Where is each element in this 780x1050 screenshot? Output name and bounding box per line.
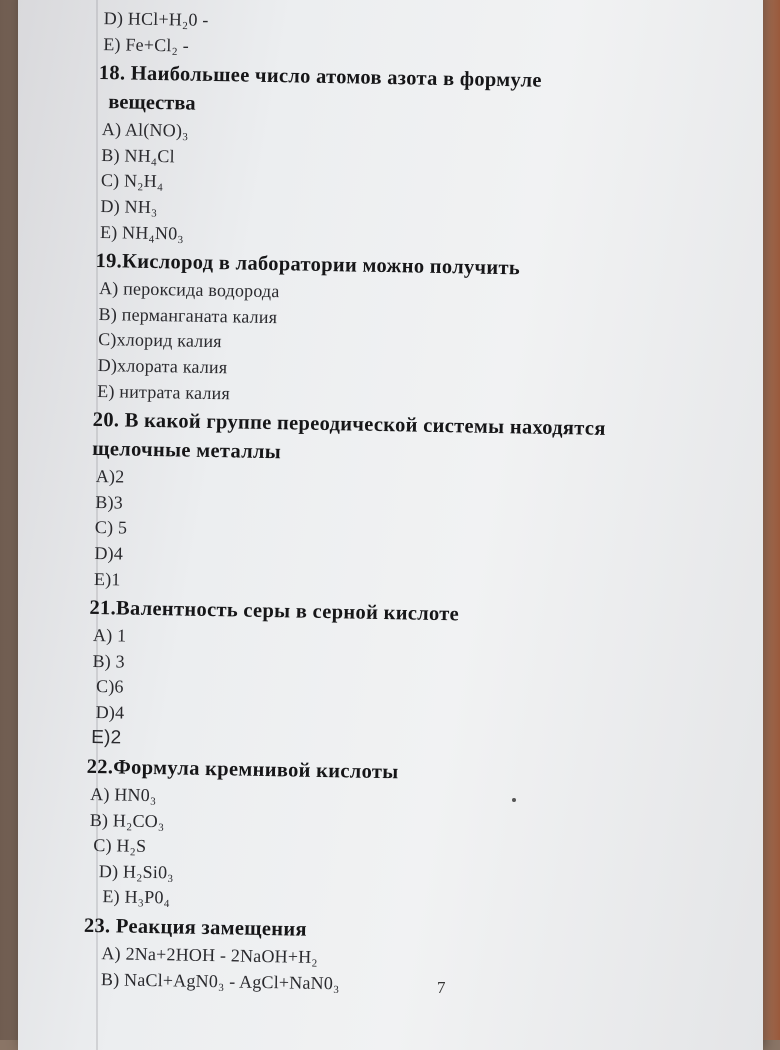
- question-18-option-c: C) N₂H₄: [100, 170, 164, 192]
- page-number: 7: [437, 978, 446, 997]
- question-19-title: 19.Кислород в лаборатории можно получить: [95, 250, 521, 280]
- question-20-option-c: C) 5: [94, 517, 128, 538]
- question-22-title: 22.Формула кремнивой кислоты: [86, 755, 399, 784]
- question-23-option-a: A) 2Na+2HOH - 2NaOH+H₂: [101, 943, 319, 967]
- question-21-title: 21.Валентность серы в серной кислоте: [89, 597, 460, 626]
- question-19-option-e: E) нитрата калия: [97, 380, 231, 403]
- question-18-title: 18. Наибольшее число атомов азота в формуле: [98, 62, 542, 92]
- question-19-option-b: B) перманганата калия: [98, 303, 278, 327]
- question-21-option-e: E)2: [91, 727, 122, 749]
- question-21-option-b: B) 3: [92, 650, 126, 672]
- question-23-title: 23. Реакция замещения: [83, 914, 308, 941]
- question-18-title-cont: вещества: [108, 91, 196, 115]
- question-22-option-c: C) H₂S: [93, 835, 147, 857]
- question-20-option-b: B)3: [95, 491, 124, 513]
- question-19-option-a: A) пероксида водорода: [98, 278, 280, 302]
- question-18-option-e: E) NH₄N0₃: [99, 221, 185, 244]
- question-21-option-a: A) 1: [92, 625, 127, 646]
- question-20-title-cont: щелочные металлы: [92, 438, 282, 464]
- question-18-option-a: A) Al(NO)₃: [101, 119, 189, 141]
- question-list: [83, 6, 720, 1003]
- option-prev-e: E) Fe+Cl₂ -: [103, 33, 190, 56]
- question-23-option-b: B) NaCl+AgN0₃ - AgCl+NaN0₃: [100, 968, 340, 993]
- option-prev-d: D) HCl+H₂0 -: [103, 8, 209, 30]
- question-20-title: 20. В какой группе переодической системы находятся: [92, 409, 606, 441]
- question-19-option-d: D)хлората калия: [97, 354, 228, 378]
- question-22-option-e: E) H₃P0₄: [102, 886, 171, 908]
- question-19-option-c: C)хлорид калия: [98, 329, 222, 352]
- question-20-option-a: A)2: [95, 466, 125, 487]
- question-18-option-d: D) NH₃: [100, 196, 158, 218]
- question-22-option-a: A) HN0₃: [90, 784, 157, 806]
- question-21-option-d: D)4: [95, 701, 125, 723]
- question-21-option-c: C)6: [95, 676, 124, 697]
- ink-dot: [512, 798, 516, 802]
- question-18-option-b: B) NH₄Cl: [101, 144, 175, 167]
- question-20-option-d: D)4: [94, 542, 124, 564]
- question-20-option-e: E)1: [93, 568, 121, 589]
- question-22-option-d: D) H₂Si0₃: [98, 860, 174, 883]
- question-22-option-b: B) H₂CO₃: [89, 809, 165, 831]
